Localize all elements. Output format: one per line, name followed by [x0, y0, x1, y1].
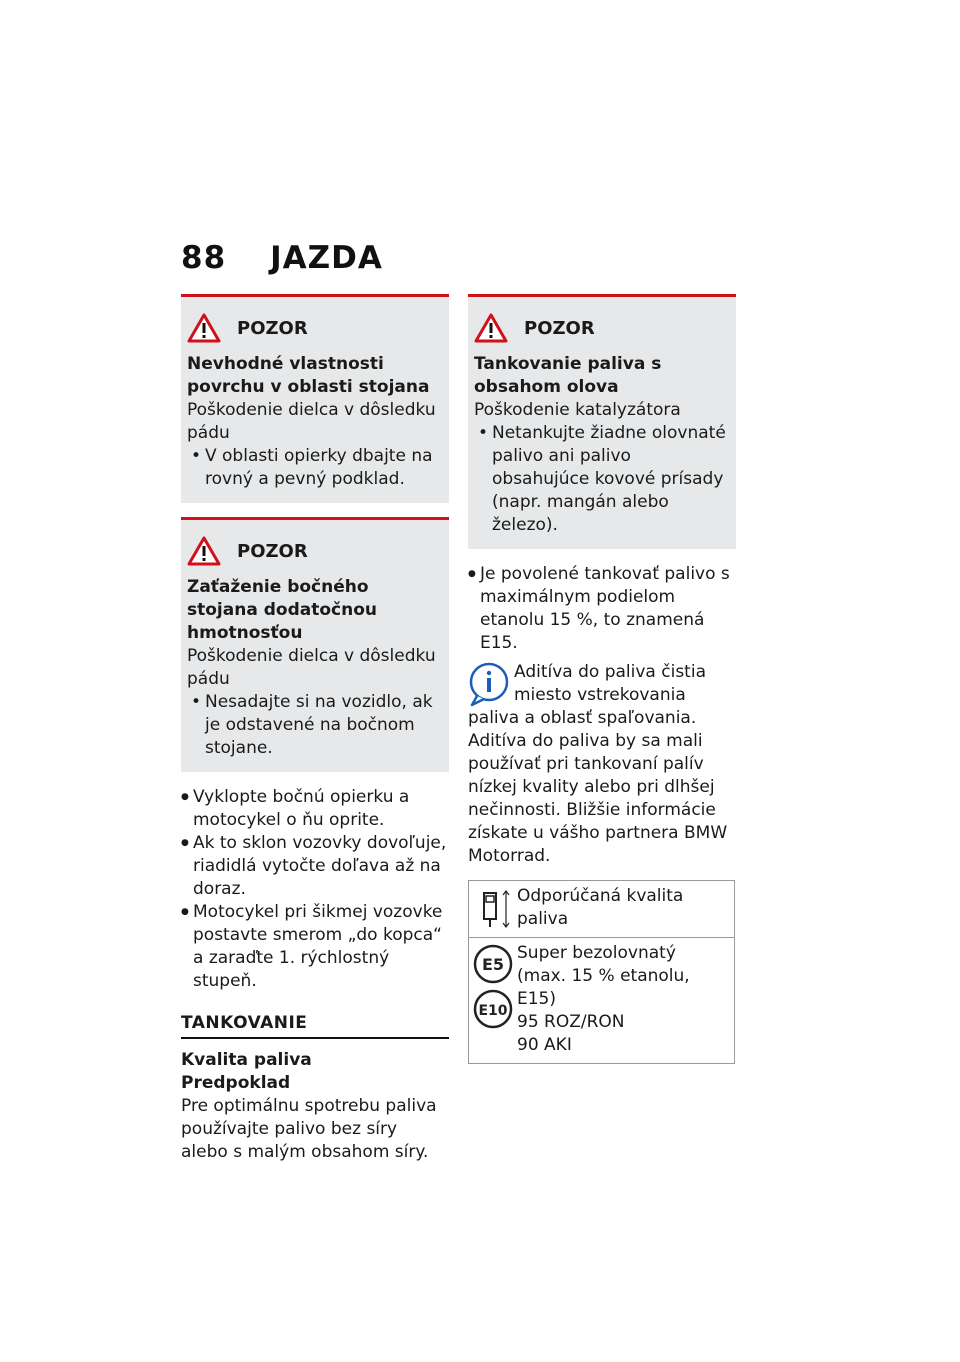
warning-triangle-icon: [187, 313, 221, 343]
list-item: ● Motocykel pri šikmej vozovke postavte smerom „do kopca“ a zaraďte 1. rýchlostný stupeň.: [181, 901, 449, 993]
fuel-spec: [517, 938, 734, 1063]
section-title: TANKOVANIE: [181, 1013, 449, 1039]
warning-title: Tankovanie paliva s obsahom olova: [474, 354, 662, 397]
e10-badge-icon: [471, 988, 515, 1030]
info-icon: [468, 661, 510, 707]
warning-bullet: • Nesadajte si na vozidlo, ak je odstavené na bočnom stojane.: [187, 691, 445, 760]
fuel-pump-icon: [473, 887, 513, 931]
warning-bullet: • Netankujte žiadne olovnaté palivo ani palivo obsahujúce kovové prísady (napr. mangán alebo železo).: [474, 422, 732, 537]
page-header: [181, 240, 383, 276]
warning-title: Nevhodné vlastnosti povrchu v oblasti stojana: [187, 354, 430, 397]
prerequisite-text: Pre optimálnu spotrebu paliva používajte palivo bez síry alebo s malým obsahom síry.: [181, 1096, 437, 1162]
e5-label: E5: [481, 955, 505, 974]
warning-label: POZOR: [237, 540, 308, 562]
warning-box: [181, 517, 449, 772]
subsection-title: Kvalita paliva: [181, 1050, 312, 1070]
table-row: [469, 937, 734, 1063]
list-item: ● Vyklopte bočnú opierku a motocykel o ňu oprite.: [181, 786, 449, 832]
warning-text: Poškodenie dielca v dôsledku pádu: [187, 400, 436, 443]
table-row: [469, 881, 734, 937]
fuel-spec-line: 90 AKI: [517, 1035, 572, 1055]
e5-badge-icon: [471, 944, 515, 984]
page-number: 88: [181, 240, 227, 276]
left-column: [181, 294, 449, 1164]
warning-text: Poškodenie dielca v dôsledku pádu: [187, 646, 436, 689]
info-note: [468, 661, 736, 868]
warning-text: Poškodenie katalyzátora: [474, 400, 681, 420]
warning-label: POZOR: [237, 317, 308, 339]
list-item: ● Ak to sklon vozovky dovoľuje, riadidlá vytočte doľava až na doraz.: [181, 832, 449, 901]
info-text: Aditíva do paliva čistia miesto vstrekovania paliva a oblasť spaľovania. Aditíva do paliva by sa mali používať pri tankovaní palív nízkej kvality alebo pri dlhšej nečinnosti. Bližšie informácie získate u vášho partnera BMW Motorrad.: [468, 662, 728, 866]
warning-triangle-icon: [474, 313, 508, 343]
right-column: [468, 294, 736, 1064]
warning-label: POZOR: [524, 317, 595, 339]
fuel-quality-table: [468, 880, 735, 1064]
list-item: ● Je povolené tankovať palivo s maximálnym podielom etanolu 15 %, to znamená E15.: [468, 563, 736, 655]
fuel-spec-line: Super bezolovnatý (max. 15 % etanolu, E15): [517, 943, 690, 1009]
fuel-header: Odporúčaná kvalita paliva: [517, 886, 684, 929]
warning-bullet: • V oblasti opierky dbajte na rovný a pevný podklad.: [187, 445, 445, 491]
prerequisite-title: Predpoklad: [181, 1073, 291, 1093]
fuel-spec-line: 95 ROZ/RON: [517, 1012, 625, 1032]
warning-title: Zaťaženie bočného stojana dodatočnou hmotnosťou: [187, 577, 377, 643]
chapter-title: JAZDA: [270, 240, 383, 276]
warning-box: [468, 294, 736, 549]
e10-label: E10: [478, 1003, 508, 1019]
warning-triangle-icon: [187, 536, 221, 566]
warning-box: [181, 294, 449, 503]
